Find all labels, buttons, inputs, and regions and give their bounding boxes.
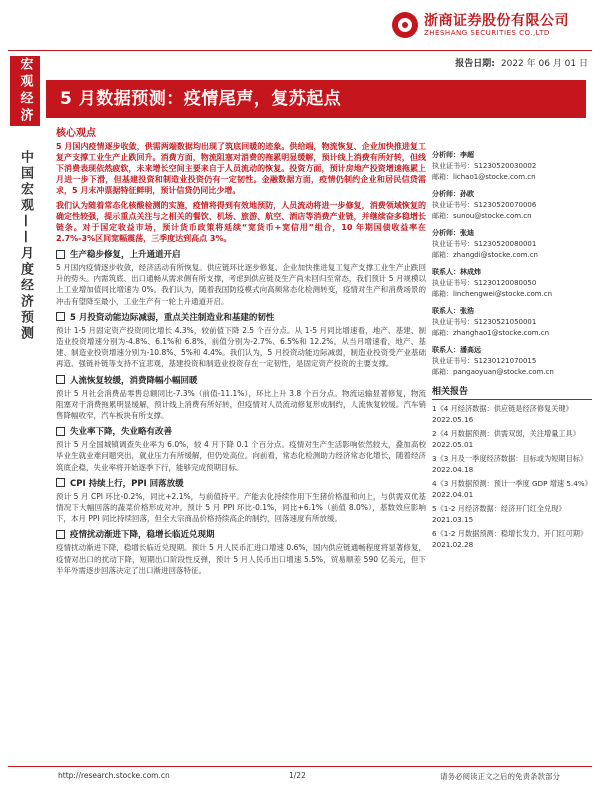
analyst-name: 林成炜 [460,268,481,276]
analyst-email[interactable]: 邮箱：linchengwei@stocke.com.cn [432,290,553,298]
report-date-label: 报告日期: [455,59,495,69]
analyst-cert: 执业证书号：S1230520030002 [432,162,537,170]
analyst-name-row [432,228,592,239]
related-report-link[interactable]: 4《3 月数据预测：预计一季度 GDP 增速 5.4%》2022.04.01 [432,479,592,499]
section-heading-text: 5 月投资动能边际减弱，重点关注制造业和基建的韧性 [70,312,275,323]
analyst-card [432,306,592,339]
bullet-square-icon [56,312,65,321]
key-points-paragraph: 我们认为随着常态化核酸检测的实施，疫情将得到有效地预防，人员流动将进一步修复，消费领域恢复的确定性较强，提示重点关注与之相关的餐饮、机场、旅游、航空、酒店等消费产业链，并继续奋多稳增长链条。对于国定收益市场，预计货币政策将延续“宽货币+宽信用”组合，10 年期国债收益率在 2.7%-3%区间宽幅震荡，三季度达到高点 3%。 [56,201,426,243]
section-heading-text: 疫情扰动渐进下降，稳增长临近兑现期 [70,530,215,541]
disclaimer-note: 请务必阅读正文之后的免责条款部分 [440,772,560,781]
section-heading [56,477,426,489]
analyst-email[interactable]: 邮箱：pangaoyuan@stocke.com.cn [432,368,554,376]
analyst-cert: 执业证书号：S1230521050001 [432,318,537,326]
key-points-paragraph: 5 月国内疫情逐步收敛，供需两端数据均出现了筑底回暖的迹象。供给端，物流恢复、企业加快推进复工复产支撑工业生产止跌回升。消费方面，物流阻塞对消费的拖累明显缓解，预计线上消费有所好转，但线下消费表现依然疲软，未来增长空间主要来自于人员流动的恢复。投资方面，预计房地产投资增速拖累上月进一步下滑，但基建投资和制造业投资仍有一定韧性。金融数据方面，疫情仍制约企业和居民信贷需求，5 月末冲票据特征鲜明，预计信贷仍同比少增。 [56,142,426,195]
company-logo [392,10,592,44]
section-heading-text: 人流恢复较缓，消费降幅小幅回暖 [70,375,198,386]
analyst-name: 张浩 [460,307,474,315]
section-body: 预计 5 月 CPI 环比-0.2%，同比+2.1%，与前值持平。产能去化持续作用下生猪价格温和向上，与供需双优基情况下大幅回落的蔬菜价格形成对冲。预计 5 月 PPI 环比-0.1%，同比+6.1%（前值 8.0%），基数效应影响下，本月 PPI 同比持续回落，但全大宗商品价格持续高企的制约，回落速度有所放缓。 [56,491,426,524]
section-heading [56,425,426,437]
related-report-link[interactable]: 5《1-2 月经济数据：经济开门红全兑现》2021.03.15 [432,504,566,524]
analyst-name-row [432,150,592,161]
bullet-square-icon [56,250,65,259]
analyst-card [432,345,592,378]
bullet-square-icon [56,375,65,384]
footer-divider [8,766,592,767]
analyst-name: 孙欧 [460,190,474,198]
section-heading [56,248,426,260]
report-date-value: 2022 年 06 月 01 日 [500,59,588,69]
header-divider [8,50,592,51]
section-heading-text: 失业率下降，失业略有改善 [70,427,173,438]
analyst-name: 张迪 [460,229,474,237]
analyst-email[interactable]: 邮箱：lichao1@stocke.com.cn [432,173,536,181]
analyst-name-row [432,306,592,317]
analyst-role: 分析师： [432,229,460,237]
bullet-square-icon [56,530,65,539]
analyst-email[interactable]: 邮箱：zhangdi@stocke.com.cn [432,251,538,259]
footer-url-link[interactable]: http://research.stocke.com.cn [58,771,170,780]
report-date [455,56,588,69]
analyst-cert: 执业证书号：S1230520070006 [432,201,537,209]
analyst-card [432,150,592,183]
related-report-link[interactable]: 1《4 月经济数据：供应链是经济修复关键》2022.05.16 [432,404,573,424]
report-title: 5 月数据预测：疫情尾声，复苏起点 [46,80,586,118]
analyst-cert: 执业证书号：S1230121070015 [432,357,537,365]
analyst-cert: 执业证书号：S1230120080050 [432,279,537,287]
series-label: 中国宏观——月度经济预测 [18,150,33,342]
related-report-link[interactable]: 2《4 月数据预测：供需双弱，关注增量工具》2022.05.01 [432,429,580,449]
bullet-square-icon [56,478,65,487]
analyst-role: 分析师： [432,151,460,159]
section-body: 预计 5 月社会消费品零售总额同比-7.3%（前值-11.1%），环比上升 3.8 个百分点。物流运输显著修复，物流阻塞对于消费拖累明显缓解，预计线上消费有所好转，但疫情对人员流动修复形成制约，人流恢复较缓。汽车销售降幅收窄，汽车板块有所支撑。 [56,388,426,421]
analyst-card [432,228,592,261]
main-content [56,122,426,578]
analyst-card [432,189,592,222]
company-name-cn: 浙商证券股份有限公司 [424,13,569,29]
analyst-role: 联系人： [432,307,460,315]
section-heading-text: CPI 持续上行，PPI 回落放缓 [70,478,184,489]
section-body: 预计 1-5 月固定资产投资同比增长 4.3%，较前值下降 2.5 个百分点。从 1-5 月同比增速看，地产、基建、制造业投资增速分别为-4.8%、6.1%和 6.8%，前值分别为-2.7%、6.5%和 12.2%。从当月增速看，地产、基建、制造业投资增速分别为-10.8%、5%和 4.4%。我们认为，5 月投资动能边际减弱，制造业投资受产业基础再造、强链补链等支持不宜悲观，基建投资和制造业投资存在一定韧性，是固定资产投资的主要支撑。 [56,325,426,369]
section-heading [56,374,426,386]
section-body: 预计 5 月全国城镇调查失业率为 6.0%，较 4 月下降 0.1 个百分点。疫情对生产生活影响依然较大，叠加高校毕业生就业难问题突出，就业压力有所缓解，但仍处高位。向前看，常态化检测助力经济常态化增长，随着经济筑底企稳，失业率将开始逐季下行，能够完成预期目标。 [56,440,426,472]
analyst-name: 李超 [460,151,474,159]
analyst-email[interactable]: 邮箱：sunou@stocke.com.cn [432,212,532,220]
company-name-en: ZHESHANG SECURITIES CO.,LTD [424,29,550,37]
analyst-role: 联系人： [432,346,460,354]
related-report-link[interactable]: 6《1-2 月数据预测：稳增长发力，开门红可期》2021.02.28 [432,529,588,549]
analyst-cert: 执业证书号：S1230520080001 [432,240,537,248]
analyst-email[interactable]: 邮箱：zhanghao1@stocke.com.cn [432,329,550,337]
analyst-name: 潘高远 [460,346,481,354]
page-number: 1/22 [289,771,306,780]
section-heading [56,311,426,323]
key-points-heading: 核心观点 [56,128,96,139]
section-heading [56,528,426,540]
section-heading-text: 生产稳步修复，上升通道开启 [70,250,181,260]
company-logo-icon [392,12,418,38]
analyst-role: 分析师： [432,190,460,198]
category-tag: 宏观经济 [10,56,40,126]
analyst-name-row [432,267,592,278]
analyst-card [432,267,592,300]
section-body: 疫情扰动渐进下降，稳增长临近兑现期。预计 5 月人民币汇进口增速 0.6%，国内供应链通畅程度将显著修复，疫情对出口的扰动下降，短期出口阶段性反弹，预计 5 月人民币出口增速 5.5%，贸易顺差 590 亿美元，但下半年外需逐步回落决定了出口渐进回落特征。 [56,543,426,575]
related-report-link[interactable]: 3《3 月及一季度经济数据：目标或为短期目标》2022.04.18 [432,454,588,474]
section-body: 5 月国内疫情逐步收敛，经济活动有所恢复。供应链环比逐步修复、企业加快推进复工复产支撑工业生产止跌回升的势头。内需筑底、出口通畅从需求侧有所支撑，考虑到供应链及生产尚未回归至常态，我们预计 5 月规模以上工业增加值同比增速为 0%。我们认为，随着我国防疫模式向高频常态化检测转变，疫情对生产和消费场景的冲击有望降至最小，工业生产有一轮上升通道开启。 [56,263,426,306]
analyst-role: 联系人： [432,268,460,276]
analyst-name-row [432,345,592,356]
bullet-square-icon [56,427,65,436]
analyst-name-row [432,189,592,200]
sidebar [432,150,592,550]
related-reports-heading: 相关报告 [432,384,592,400]
